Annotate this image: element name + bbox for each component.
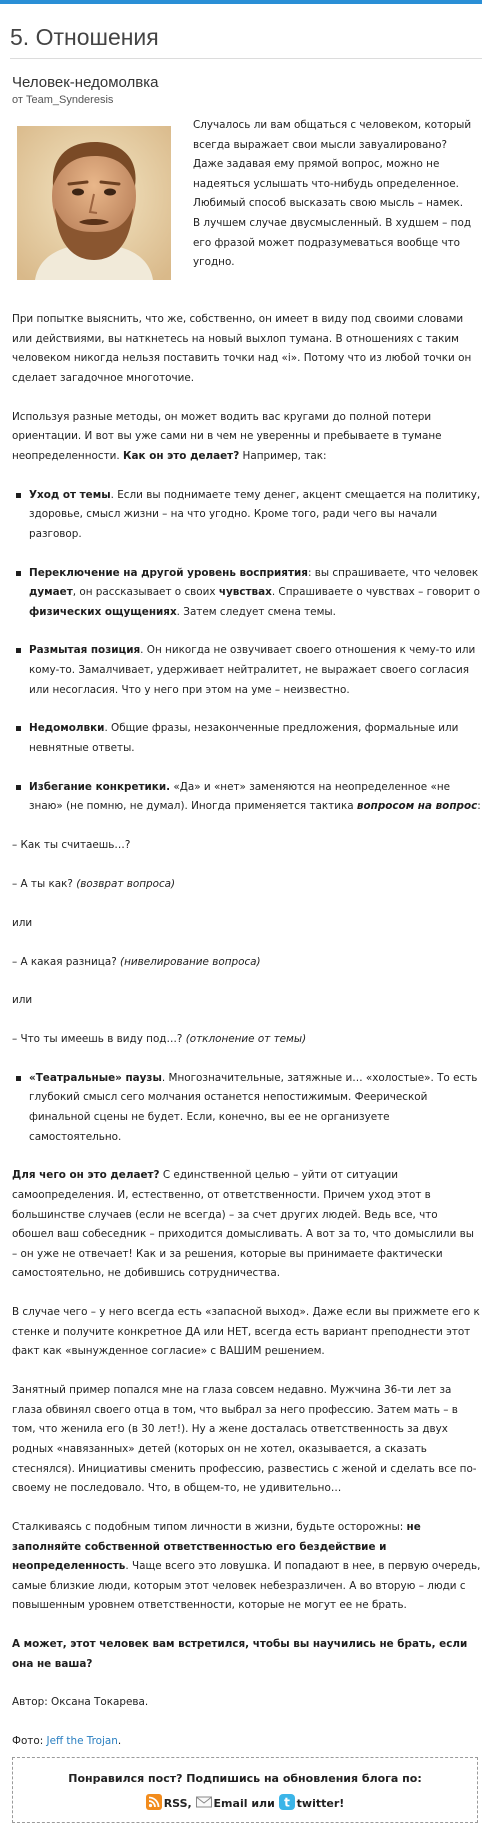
list-item-theatrical-pauses: «Театральные» паузы. Многозначительные, затяжные и… «холостые». То есть глубокий смысл сего молчания останется непостижимым. Феерической финальной сцены не будет. Если, конечно, вы ее не организуете самостоятельно. (29, 1069, 482, 1147)
credit-photo: Фото: Jeff the Trojan. (12, 1735, 122, 1748)
dialog-line-4: – Что ты имеешь в виду под…? (отклонение от темы) (12, 1033, 307, 1046)
list-item-avoid-specifics: Избегание конкретики. «Да» и «нет» заменяются на неопределенное «не знаю» (не помню, не думал). Иногда применяется тактика вопросом на вопрос: (29, 778, 482, 817)
dialog-line-3: – А какая разница? (нивелирование вопроса) (12, 955, 261, 968)
pauses-list (12, 1069, 482, 1147)
bullet-marker (16, 726, 21, 731)
dialog-line-2: – А ты как? (возврат вопроса) (12, 877, 176, 890)
dialog-or-2: или (12, 994, 33, 1007)
tactics-list (12, 486, 482, 817)
list-item-vague-position: Размытая позиция. Он никогда не озвучивает своего отношения к чему-то или кому-то. Замалчивает, удерживает нейтралитет, не выражает своего согласия или несогласия. Что у него при этом на уме – неизвестно. (29, 641, 482, 700)
email-icon (196, 1794, 212, 1810)
photo-credit-link[interactable]: Jeff the Trojan (46, 1735, 118, 1748)
author-photo (17, 126, 171, 280)
bullet-marker (16, 571, 21, 576)
bullet-marker (16, 493, 21, 498)
twitter-link[interactable]: t twitter (279, 1797, 340, 1810)
intro-paragraph: Случалось ли вам общаться с человеком, который всегда выражает свои мысли завуалировано? Даже задавая ему прямой вопрос, можно не надеяться услышать что-нибудь определенное. Любимый способ высказать свою мысль – намек. В лучшем случае двусмысленный. В худшем – под его фразой может подразумеваться вообще что угодно. (193, 119, 472, 269)
rss-icon (146, 1794, 162, 1810)
bearded-man-photo (17, 126, 171, 280)
subscribe-links: RSS, Email или t twitter! (13, 1794, 477, 1810)
paragraph-example: Занятный пример попался мне на глаза совсем недавно. Мужчина 36-ти лет за глаза обвинял своего отца в том, что выбрал за него профессию. Затем мать – в том, что женила его (в 30 лет!). Ну а жене досталась ответственность за двух родных «навязанных» детей (которых он не хотел, оказывается, а сказать стеснялся). Инициативы сменить профессию, развестись с женой и сделать все по-своему не последовало. Что, в общем-то, не удивительно… (12, 1384, 477, 1495)
subscribe-box (12, 1757, 478, 1823)
rss-link[interactable]: RSS (146, 1797, 188, 1810)
paragraph-warning: Сталкиваясь с подобным типом личности в жизни, будьте осторожны: не заполняйте собственной ответственностью его бездействие и неопределенность. Чаще всего это ловушка. И попадают в нее, в первую очередь, самые близкие люди, которым этот человек небезразличен. А во вторую – люди с повышенным уровнем ответственности, которые не могут ее не брать. (12, 1520, 481, 1612)
top-accent-bar (0, 0, 482, 4)
list-item-level-switch: Переключение на другой уровень восприятия: вы спрашиваете, что человек думает, он рассказывает о своих чувствах. Спрашиваете о чувствах – говорит о физических ощущениях. Затем следует смена темы. (29, 564, 482, 623)
bullet-marker (16, 785, 21, 790)
paragraph-exit: В случае чего – у него всегда есть «запасной выход». Даже если вы прижмете его к стенке и получите конкретное ДА или НЕТ, всегда есть вариант преподнести этот факт как «вынужденное согласие» с ВАШИМ решением. (12, 1306, 480, 1358)
post-author: от Team_Synderesis (12, 94, 114, 106)
twitter-icon (279, 1794, 295, 1810)
subscribe-text: Понравился пост? Подпишись на обновления блога по: (68, 1772, 422, 1785)
list-item-reticence: Недомолвки. Общие фразы, незаконченные предложения, формальные или невнятные ответы. (29, 719, 482, 758)
post-title[interactable]: Человек-недомолвка (12, 74, 159, 91)
paragraph-conclusion: А может, этот человек вам встретился, чтобы вы научились не брать, если она не ваша? (12, 1638, 468, 1670)
title-divider (10, 58, 482, 59)
bullet-marker (16, 648, 21, 653)
credit-author: Автор: Оксана Токарева. (12, 1696, 149, 1709)
email-link[interactable]: Email (196, 1797, 248, 1810)
article-body (12, 310, 482, 1771)
paragraph-how: Используя разные методы, он может водить вас кругами до полной потери ориентации. И вот вы уже сами ни в чем не уверенны и пребываете в тумане неопределенности. Как он это делает? Например, так: (12, 410, 442, 462)
bullet-marker (16, 1076, 21, 1081)
dialog-line-1: – Как ты считаешь…? (12, 839, 131, 852)
page-title: 5. Отношения (10, 24, 159, 50)
dialog-or-1: или (12, 916, 33, 929)
svg-text:t: t (283, 1795, 290, 1810)
list-item-topic-shift: Уход от темы. Если вы поднимаете тему денег, акцент смещается на политику, здоровье, смысл жизни – на что угодно. Кроме того, ради чего вы начали разговор. (29, 486, 482, 545)
paragraph-why: Для чего он это делает? С единственной целью – уйти от ситуации самоопределения. И, естественно, от ответственности. Причем уход этот в большинстве случаев (если не всегда) – за счет других людей. Ведь все, что обошел ваш собеседник – приходится домысливать. А вот за то, что домыслили вы – он уже не отвечает! Как и за решения, которые вы принимаете фактически самостоятельно, не добившись сотрудничества. (12, 1169, 474, 1280)
paragraph-fog: При попытке выяснить, что же, собственно, он имеет в виду под своими словами или действиями, вы наткнетесь на новый выхлоп тумана. В отношениях с таким человеком никогда нельзя поставить точки над «i». Потому что из любой точки он сделает загадочное многоточие. (12, 313, 472, 384)
